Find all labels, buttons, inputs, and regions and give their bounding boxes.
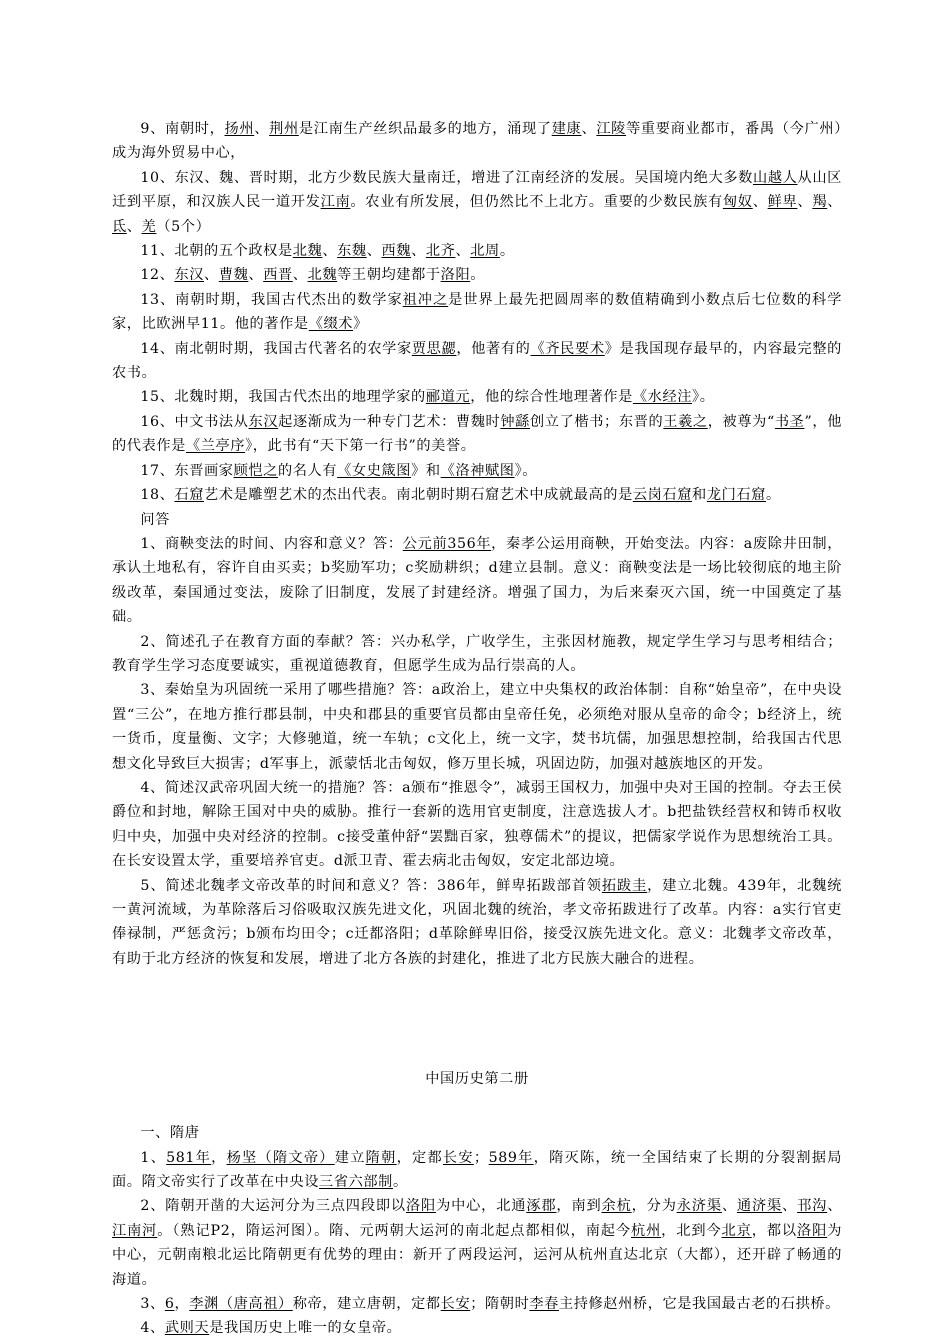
paragraph [112,263,842,287]
text-run: 主持修赵州桥，它是我国最古老的石拱桥。 [558,1296,840,1313]
underlined-term: 石窟 [174,487,205,504]
text-run: ，被尊为“ [707,413,775,430]
text-run: ，分为 [631,1198,677,1215]
underlined-term: 拓跋圭 [601,877,648,894]
text-run: 16、中文书法从 [140,413,249,430]
underlined-term: 581年 [166,1149,212,1166]
text-run: 、 [366,243,382,260]
text-run: ，秦孝公运用商鞅，开始变法。内容：a废除井田制，承认土地私有，容许自由买卖；b奖励军功；c奖励耕织；d建立县制。意义：商鞅变法是一场比较彻底的地主阶级改革，秦国通过变法，废除了旧制度，发展了封建经济。增强了国力，为后来秦灭六国，统一中国奠定了基础。 [112,535,843,626]
text-run: 是世界上最先把圆周率的数值精确到小数点后七位数的科学家，比欧洲早11。他的著作是 [112,291,843,333]
text-run: 》是我国现存最早的，内容最完整的农书。 [112,340,842,382]
underlined-term: 《女史箴图 [337,462,412,479]
text-run: 》。 [514,462,538,479]
paragraph [112,288,842,337]
underlined-term: 三省六部制 [319,1174,393,1191]
text-run: 为中心，北通 [436,1198,527,1215]
underlined-term: 钟繇 [500,413,530,430]
text-run: 、 [721,1198,737,1215]
underlined-term: 永济渠 [676,1198,722,1215]
text-run: 、 [827,1198,842,1215]
underlined-term: 江南 [320,194,351,211]
text-run: 是我国历史上唯一的女皇帝。 [209,1320,402,1337]
underlined-term: 长安 [442,1149,474,1166]
text-run: 、 [126,218,142,235]
text-run: 。 [765,487,781,504]
paragraph [112,1292,842,1316]
text-run: 3、秦始皇为巩固统一采用了哪些措施？答：a政治上，建立中央集权的政治体制：自称“始皇帝”，在中央设置“三公”，在地方推行郡县制，中央和郡县的重要官员都由皇帝任免，必须绝对服从皇帝的命令；b经济上，统一货币，度量衡、文字；大修驰道，统一车轨；c文化上，统一文字，焚书坑儒，加强思想控制，给我国古代思想文化导致巨大损害；d军事上，派蒙恬北击匈奴，修万里长城，巩固边防，加强对越族地区的开发。 [112,682,842,772]
underlined-term: 洛阳 [440,267,471,284]
underlined-term: 洛阳 [405,1198,437,1215]
underlined-term: 李渊（唐高祖） [189,1296,293,1313]
underlined-term: 龙门石窟 [706,487,766,504]
text-run: 是江南生产丝织品最多的地方，涌现了 [298,121,552,137]
underlined-term: 鲜卑 [767,194,798,211]
underlined-term: 氐 [112,218,127,235]
underlined-term: 郦道元 [425,389,471,406]
underlined-term: 北京 [721,1222,752,1239]
underlined-term: 羯 [812,194,828,211]
text-run: 为中心，元朝南粮北运比隋朝更有优势的理由：新开了两段运河，运河从杭州直达北京（大都），还开辟了畅通的海道。 [112,1222,842,1288]
underlined-term: 山越人 [753,169,798,186]
underlined-term: 余杭 [601,1198,632,1215]
underlined-term: 西晋 [263,267,293,284]
text-run: ，定都 [396,1149,443,1166]
underlined-term: 通济渠 [736,1198,783,1215]
text-run: ； [473,1149,489,1166]
underlined-term: 《兰亭序 [185,438,246,455]
text-run: ，他著有的 [456,340,531,357]
spacer [112,971,842,1068]
text-run: 艺术是雕塑艺术的杰出代表。南北朝时期石窟艺术中成就最高的是 [204,487,633,504]
underlined-term: 6 [164,1296,175,1313]
text-run: 问答 [140,511,170,528]
paragraph [112,508,842,532]
text-run: 5、简述北魏孝文帝改革的时间和意义？答：386年，鲜卑拓跋部首领 [140,877,602,894]
underlined-term: 贾思勰 [411,340,457,357]
underlined-term: 祖冲之 [402,291,449,308]
underlined-term: 《水经注 [632,389,693,406]
underlined-term: 《缀术 [308,316,354,333]
underlined-term: 顾恺之 [233,462,278,479]
underlined-term: 江陵 [596,121,627,137]
text-run: 3、 [140,1296,165,1313]
text-run: 9、南朝时， [140,121,225,137]
paragraph [112,532,842,630]
paragraph [112,385,842,409]
text-run: ，北到今 [661,1222,722,1239]
text-run: ，南到 [556,1198,602,1215]
paragraph [112,874,842,972]
text-run: 等王朝均建都于 [337,267,441,284]
text-run: ，隋灭陈，统一全国结束了长期的分裂割据局面。隋文帝实行了改革在中央设 [112,1149,842,1191]
text-run: 等重要商业都市，番禺（今广州）成为海外贸易中心， [112,121,842,162]
text-run: 》 [353,316,368,333]
text-run: ，他的综合性地理著作是 [470,389,633,406]
underlined-term: 东汉 [174,267,205,284]
text-run: 11、北朝的五个政权是 [140,243,293,260]
paragraph [112,678,842,776]
underlined-term: 东汉 [248,413,279,430]
underlined-term: 李春 [529,1296,559,1313]
text-run: 的名人有 [277,462,338,479]
underlined-term: 公元前356年 [402,535,492,552]
text-run: （5个） [156,218,211,235]
underlined-term: 羌 [141,218,157,235]
underlined-term: 《齐民要术 [530,340,605,357]
book-title: 中国历史第二册 [425,1071,529,1088]
paragraph [112,1316,842,1340]
underlined-term: 北周 [470,243,500,260]
text-run: ， [174,1296,190,1313]
underlined-term: 《洛神赋图 [440,462,515,479]
paragraph [112,1194,842,1292]
text-run: 、 [204,267,219,284]
text-run: ；隋朝时 [470,1296,530,1313]
underlined-term: 589年 [488,1149,534,1166]
underlined-term: 王羲之 [663,413,708,430]
text-run: 、 [581,121,597,137]
text-run: 》。 [692,389,715,406]
underlined-term: 东魏 [337,243,367,260]
paragraph [112,239,842,263]
text-run: 13、南朝时期，我国古代杰出的数学家 [140,291,403,308]
text-run: 》和 [411,462,441,479]
text-run: 17、东晋画家 [140,462,234,479]
text-run: ，建立北魏。439年，北魏统一黄河流域，为革除落后习俗吸取汉族先进文化，巩固北魏的统治，孝文帝拓跋进行了改革。内容：a实行官吏俸禄制，严惩贪污；b颁布均田令；c迁都洛阳；d革除鲜卑旧俗，接受汉族先进文化。意义：北魏孝文帝改革，有助于北方经济的恢复和发展，增进了北方各族的封建化，推进了北方民族大融合的进程。 [112,877,842,967]
paragraph [112,166,842,239]
text-run: 、 [322,243,338,260]
paragraph [112,459,842,483]
text-run: 、 [827,194,843,211]
text-run: 15、北魏时期，我国古代杰出的地理学家的 [140,389,426,406]
paragraph [112,483,842,507]
text-run: 。 [470,267,486,284]
underlined-term: 武则天 [164,1320,210,1337]
text-run: 。 [392,1174,408,1191]
text-run: 。（熟记P2，隋运河图）。隋、元两朝大运河的南北起点都相似，南起今 [157,1222,631,1239]
text-run: 1、商鞅变法的时间、内容和意义？答： [140,535,403,552]
text-run: 。农业有所发展，但仍然比不上北方。重要的少数民族有 [350,194,723,211]
document-page [112,117,842,1341]
paragraph [112,776,842,874]
paragraph [112,337,842,386]
section-heading: 一、隋唐 [140,1125,200,1142]
text-run: 建立 [334,1149,366,1166]
underlined-term: 荆州 [269,121,299,137]
text-run: 18、 [140,487,175,504]
text-run: 起逐渐成为一种专门艺术：曹魏时 [278,413,501,430]
underlined-term: 建康 [551,121,582,137]
text-run: 。 [499,243,515,260]
text-run: ，都以 [751,1222,798,1239]
text-run: 、 [292,267,308,284]
paragraph [112,630,842,679]
text-run: 、 [782,1198,798,1215]
underlined-term: 长安 [440,1296,471,1313]
paragraph [112,410,842,459]
text-run: 、 [411,243,426,260]
text-run: 从山区迁到平原，和汉族人民一道开发 [112,169,842,211]
paragraph [112,117,842,166]
text-run: 称帝，建立唐朝，定都 [292,1296,441,1313]
underlined-term: 扬州 [224,121,255,137]
underlined-term: 北齐 [425,243,456,260]
text-run: 2、简述孔子在教育方面的奉献？答：兴办私学，广收学生，主张因材施教，规定学生学习与思考相结合；教育学生学习态度要诚实，重视道德教育，但愿学生成为品行崇高的人。 [112,633,842,674]
section-qa-notes [112,117,842,971]
text-run: 4、简述汉武帝巩固大统一的措施？答：a颁布“推恩令”，减弱王国权力，加强中央对王国的控制。夺去王侯爵位和封地，解除王国对中央的威胁。推行一套新的选用官吏制度，注意选拔人才。b把盐铁经营权和铸币权收归中央，加强中央对经济的控制。c接受董仲舒“罢黜百家，独尊儒术”的提议，把儒家学说作为思想统治工具。在长安设置太学，重要培养官吏。d派卫青、霍去病北击匈奴，安定北部边境。 [112,779,842,870]
text-run: 、 [752,194,768,211]
underlined-term: 西魏 [381,243,412,260]
underlined-term: 涿郡 [526,1198,557,1215]
text-run: 12、 [140,267,175,284]
underlined-term: 书圣 [774,413,805,430]
text-run: 1、 [140,1149,167,1166]
text-run: 14、南北朝时期，我国古代著名的农学家 [140,340,412,357]
text-run: ”，他的代表作是 [112,413,842,455]
text-run: 和 [692,487,707,504]
spacer [112,1088,842,1121]
underlined-term: 洛阳 [797,1222,828,1239]
underlined-term: 云岗石窟 [632,487,693,504]
text-run: 、 [254,121,270,137]
text-run: 、 [455,243,471,260]
underlined-term: 北魏 [307,267,338,284]
underlined-term: 杭州 [630,1222,662,1239]
paragraph [112,1146,842,1195]
underlined-term: 北魏 [292,243,323,260]
text-run: 创立了楷书；东晋的 [529,413,664,430]
text-run: 2、隋朝开凿的大运河分为三点四段即以 [140,1198,406,1215]
text-run: 、 [797,194,813,211]
underlined-term: 曹魏 [218,267,249,284]
section-sui-tang [112,1146,842,1341]
underlined-term: 江南河 [112,1222,158,1239]
text-run: 4、 [140,1320,165,1337]
underlined-term: 杨坚（隋文帝） [226,1149,335,1166]
text-run: 10、东汉、魏、晋时期，北方少数民族大量南迁，增进了江南经济的发展。吴国境内绝大多数 [140,169,754,186]
text-run: ， [211,1149,227,1166]
text-run: 、 [248,267,264,284]
underlined-term: 隋朝 [365,1149,397,1166]
text-run: 》，此书有“天下第一行书”的美誉。 [245,438,476,455]
underlined-term: 邗沟 [797,1198,828,1215]
underlined-term: 匈奴 [722,194,753,211]
